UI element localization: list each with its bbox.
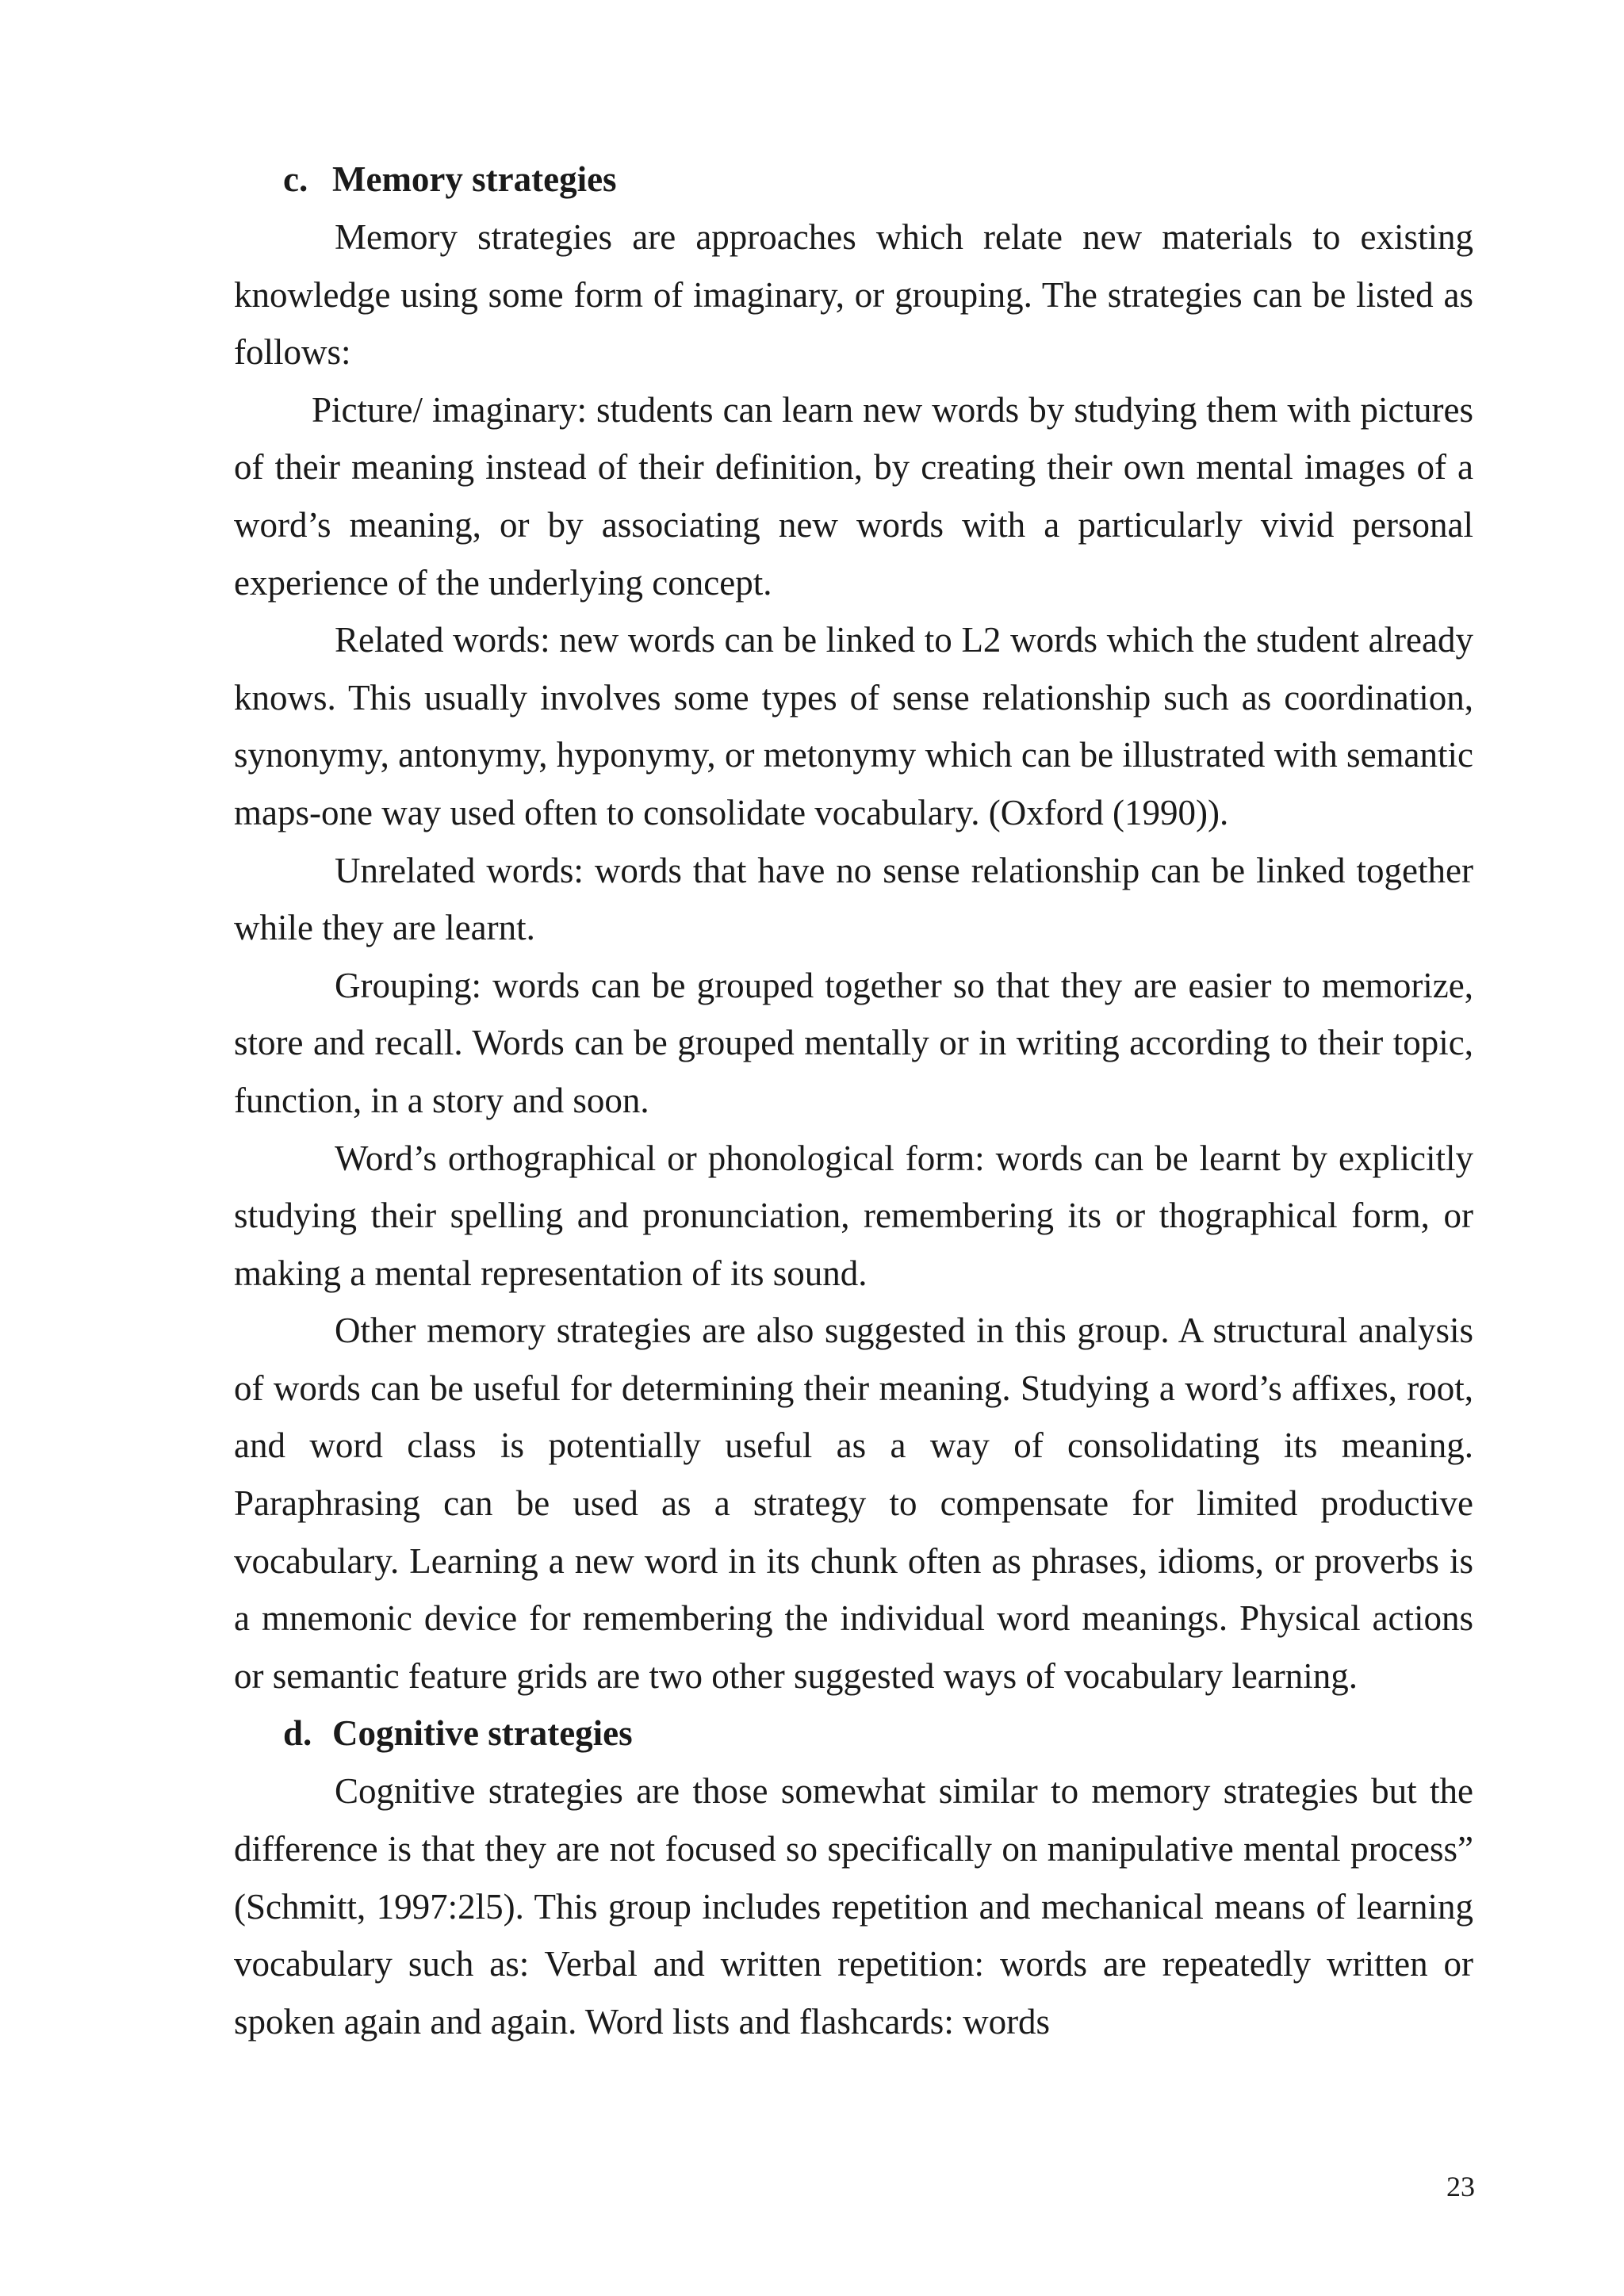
section-marker: d. — [283, 1713, 312, 1754]
paragraph-grouping: Grouping: words can be grouped together so that they are easier to memorize, store and recall. Words can be grouped mentally or in writing according to their topic, function, in a story and soon. — [234, 965, 1473, 1120]
paragraph-memory-intro: Memory strategies are approaches which relate new materials to existing knowledge using some form of imaginary, or grouping. The strategies can be listed as follows: — [234, 217, 1473, 373]
paragraph-related-words: Related words: new words can be linked to L2 words which the student already knows. This usually involves some types of sense relationship such as coordination, synonymy, antonymy, hyponymy, or metonymy which can be illustrated with semantic maps-one way used often to consolidate vocabulary. (Oxford (1990)). — [234, 620, 1473, 832]
document-page — [234, 151, 1473, 2050]
section-heading-cognitive-strategies — [234, 1705, 1473, 1762]
page-number: 23 — [1446, 2171, 1475, 2202]
section-title: Cognitive strategies — [332, 1713, 633, 1754]
paragraph-word-form: Word’s orthographical or phonological form: words can be learnt by explicitly studying their spelling and pronunciation, remembering its or thographical form, or making a mental representation of its sound. — [234, 1138, 1473, 1293]
section-marker: c. — [283, 159, 308, 199]
paragraph-picture-imaginary: Picture/ imaginary: students can learn new words by studying them with pictures of their meaning instead of their definition, by creating their own mental images of a word’s meaning, or by associating new words with a particularly vivid personal experience of the underlying concept. — [234, 389, 1473, 603]
paragraph-cognitive-intro: Cognitive strategies are those somewhat similar to memory strategies but the difference is that they are not focused so specifically on manipulative mental process” (Schmitt, 1997:2l5). This group includes repetition and mechanical means of learning vocabulary such as: Verbal and written repetition: words are repeatedly written or spoken again and again. Word lists and flashcards: words — [234, 1771, 1473, 2042]
paragraph-unrelated-words: Unrelated words: words that have no sense relationship can be linked together while they are learnt. — [234, 850, 1473, 948]
section-title: Memory strategies — [332, 159, 617, 199]
paragraph-other-memory-strategies: Other memory strategies are also suggested in this group. A structural analysis of words can be useful for determining their meaning. Studying a word’s affixes, root, and word class is potentially useful as a way of consolidating its meaning. Paraphrasing can be used as a strategy to compensate for limited productive vocabulary. Learning a new word in its chunk often as phrases, idioms, or proverbs is a mnemonic device for remembering the individual word meanings. Physical actions or semantic feature grids are two other suggested ways of vocabulary learning. — [234, 1311, 1473, 1696]
section-heading-memory-strategies — [234, 151, 1473, 209]
